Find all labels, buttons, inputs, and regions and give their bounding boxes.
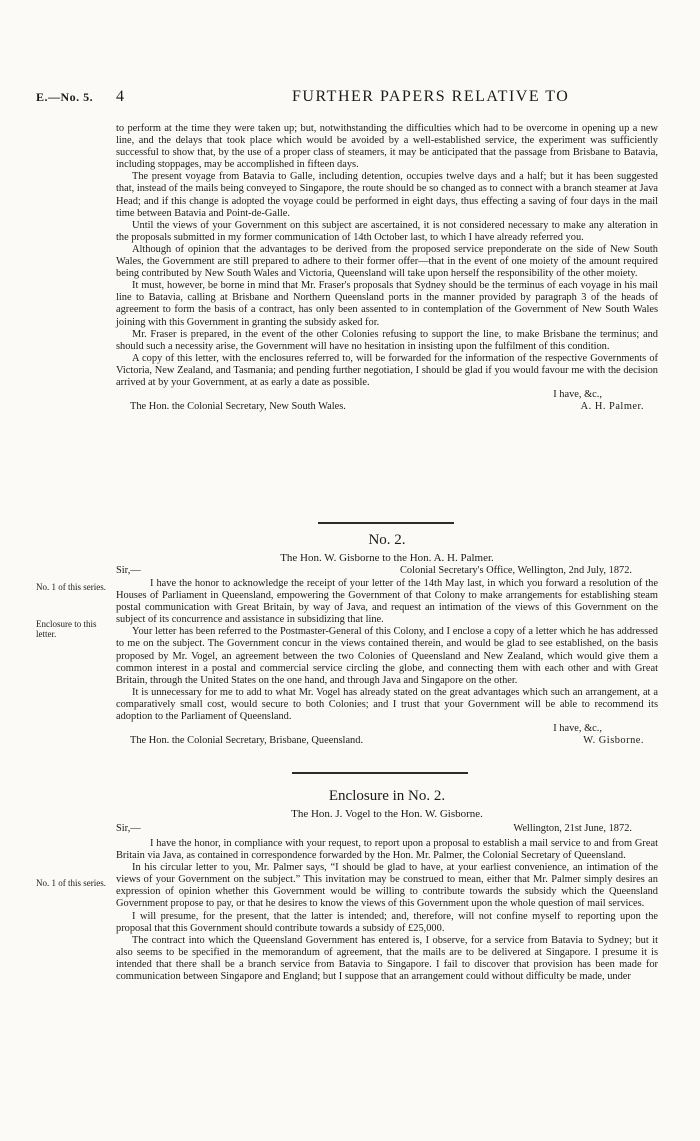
letter-1-body: [116, 123, 658, 415]
document-number: No. 2.: [368, 532, 406, 548]
paragraph: Although of opinion that the advantages to be derived from the proposed service preponderate on the side of New South Wales, the Government are still prepared to adhere to their former offer—that in the event of one moiety of the amount required being contributed by New South Wales and Victoria, Queensland will take upon herself the responsibility of the other moiety.: [116, 243, 658, 280]
place-date: Wellington, 21st June, 1872.: [513, 823, 632, 834]
addressee: The Hon. the Colonial Secretary, Brisbane, Queensland.: [130, 735, 364, 747]
paragraph: to perform at the time they were taken up; but, notwithstanding the difficulties which had to be overcome in opening up a new line, and the delays that took place which would be avoided by a well-established service, the experiment was sufficiently successful to show that, by the use of a proper class of steamers, it may be anticipated that the passage from Brisbane to Batavia, including stoppages, may be accomplished in fifteen days.: [116, 123, 658, 171]
place-date: Colonial Secretary's Office, Wellington, 2nd July, 1872.: [400, 565, 632, 576]
closing: I have, &c.,: [553, 389, 602, 401]
margin-note: No. 1 of this series.: [36, 878, 106, 888]
from-to-line: The Hon. J. Vogel to the Hon. W. Gisborne.: [291, 808, 483, 820]
salutation-row: [116, 565, 658, 578]
paragraph: The present voyage from Batavia to Galle, including detention, occupies twelve days and a half; but it has been suggested that, instead of the mails being conveyed to Singapore, the route should be so changed as to connect with a branch steamer at Java Head; and if this change is adopted the voyage could be performed in eight days, thus effecting a saving of four days in the mail time between Batavia and Point-de-Galle.: [116, 171, 658, 219]
salutation: Sir,—: [116, 565, 141, 576]
page-number: 4: [116, 88, 124, 105]
paragraph: In his circular letter to you, Mr. Palmer says, “I should be glad to have, at your earliest convenience, an intimation of the views of your Government on the subject.” This invitation may be construed to mean, either that Mr. Palmer simply desires an expression of opinion whether this Government would be willing to contribute towards the subsidy which the Queensland Government propose to pay, or that he desires to know the views of this Government upon the whole question of mail services.: [116, 862, 658, 910]
signature: A. H. Palmer.: [580, 401, 644, 413]
signature: W. Gisborne.: [583, 735, 644, 747]
letter-2-body: [116, 578, 658, 749]
paragraph: Until the views of your Government on this subject are ascertained, it is not considered necessary to make any alteration in the proposals submitted in my former communication of 14th October last, to which I have already referred you.: [116, 219, 658, 243]
page-header: [36, 88, 664, 108]
paragraph: It is unnecessary for me to add to what Mr. Vogel has already stated on the great advantages which such an arrangement, at a comparatively small cost, would secure to both Colonies; and I trust that your Government will be able to recommend its adoption to the Parliament of Queensland.: [116, 686, 658, 723]
margin-note: No. 1 of this series.: [36, 582, 106, 592]
paragraph: I have the honor to acknowledge the receipt of your letter of the 14th May last, in which you forward a resolution of the Houses of Parliament in Queensland, empowering the Government of that Colony to make arrangements for establishing steam postal communication with Great Britain, by way of Java, and request an intimation of the views of this Government on the subject of its concurrence and assistance in subsidizing that line.: [116, 578, 658, 626]
salutation-row: [116, 823, 658, 836]
addressee: The Hon. the Colonial Secretary, New South Wales.: [130, 401, 346, 413]
section-divider: [318, 522, 454, 524]
paragraph: Your letter has been referred to the Postmaster-General of this Colony, and I enclose a copy of a letter which he has addressed to me on the subject. The Government concur in the views contained therein, and would be glad to see established, on the basis proposed by Mr. Vogel, an agreement between the two Colonies of Queensland and New Zealand, which would give them a common interest in a postal and commercial service circling the globe, and connecting them with each other and with Great Britain, through the United States on the one hand, and through Java and Singapore on the other.: [116, 626, 658, 686]
salutation: Sir,—: [116, 823, 141, 834]
running-title: FURTHER PAPERS RELATIVE TO: [292, 88, 570, 105]
from-to-line: The Hon. W. Gisborne to the Hon. A. H. Palmer.: [280, 552, 494, 564]
margin-note: Enclosure to this letter.: [36, 619, 97, 639]
paragraph: It must, however, be borne in mind that Mr. Fraser's proposals that Sydney should be the terminus of each voyage in his mail line to Batavia, calling at Brisbane and Northern Queensland ports in the manner provided by paragraph 3 of the heads of agreement to form the basis of a contract, has only been assented to in contemplation of the Government of New South Wales joining with this Government in granting the subsidy asked for.: [116, 280, 658, 328]
paragraph: I have the honor, in compliance with your request, to report upon a proposal to establish a mail service to and from Great Britain via Java, as contained in correspondence forwarded by the Hon. Mr. Palmer, the Colonial Secretary of Queensland.: [116, 838, 658, 862]
enclosure-title: Enclosure in No. 2.: [328, 788, 446, 804]
paragraph: I will presume, for the present, that the latter is intended; and, therefore, will not confine myself to reporting upon the proposal that this Government should contribute towards a subsidy of £25,000.: [116, 910, 658, 934]
closing: I have, &c.,: [553, 723, 602, 735]
paragraph: A copy of this letter, with the enclosures referred to, will be forwarded for the information of the respective Governments of Victoria, New Zealand, and Tasmania; and pending further negotiation, I should be glad if you would favour me with the decision arrived at by your Government, at as early a date as possible.: [116, 352, 658, 388]
paper-reference: E.—No. 5.: [36, 90, 94, 104]
paragraph: The contract into which the Queensland Government has entered is, I observe, for a service from Batavia to Sydney; but it also seems to be specified in the memorandum of agreement, that the mails are to be delivered at Singapore. I presume it is intended that there shall be a branch service from Batavia to Singapore. I fail to discover that provision has been made for communication between Singapore and England; but I suppose that an arrangement could without difficulty be made, under: [116, 934, 658, 983]
section-divider: [292, 772, 468, 774]
paragraph: Mr. Fraser is prepared, in the event of the other Colonies refusing to support the line, to make Brisbane the terminus; and should such a necessity arise, the Government will have no hesitation in insisting upon the fulfilment of this condition.: [116, 328, 658, 352]
enclosure-body: [116, 838, 658, 983]
